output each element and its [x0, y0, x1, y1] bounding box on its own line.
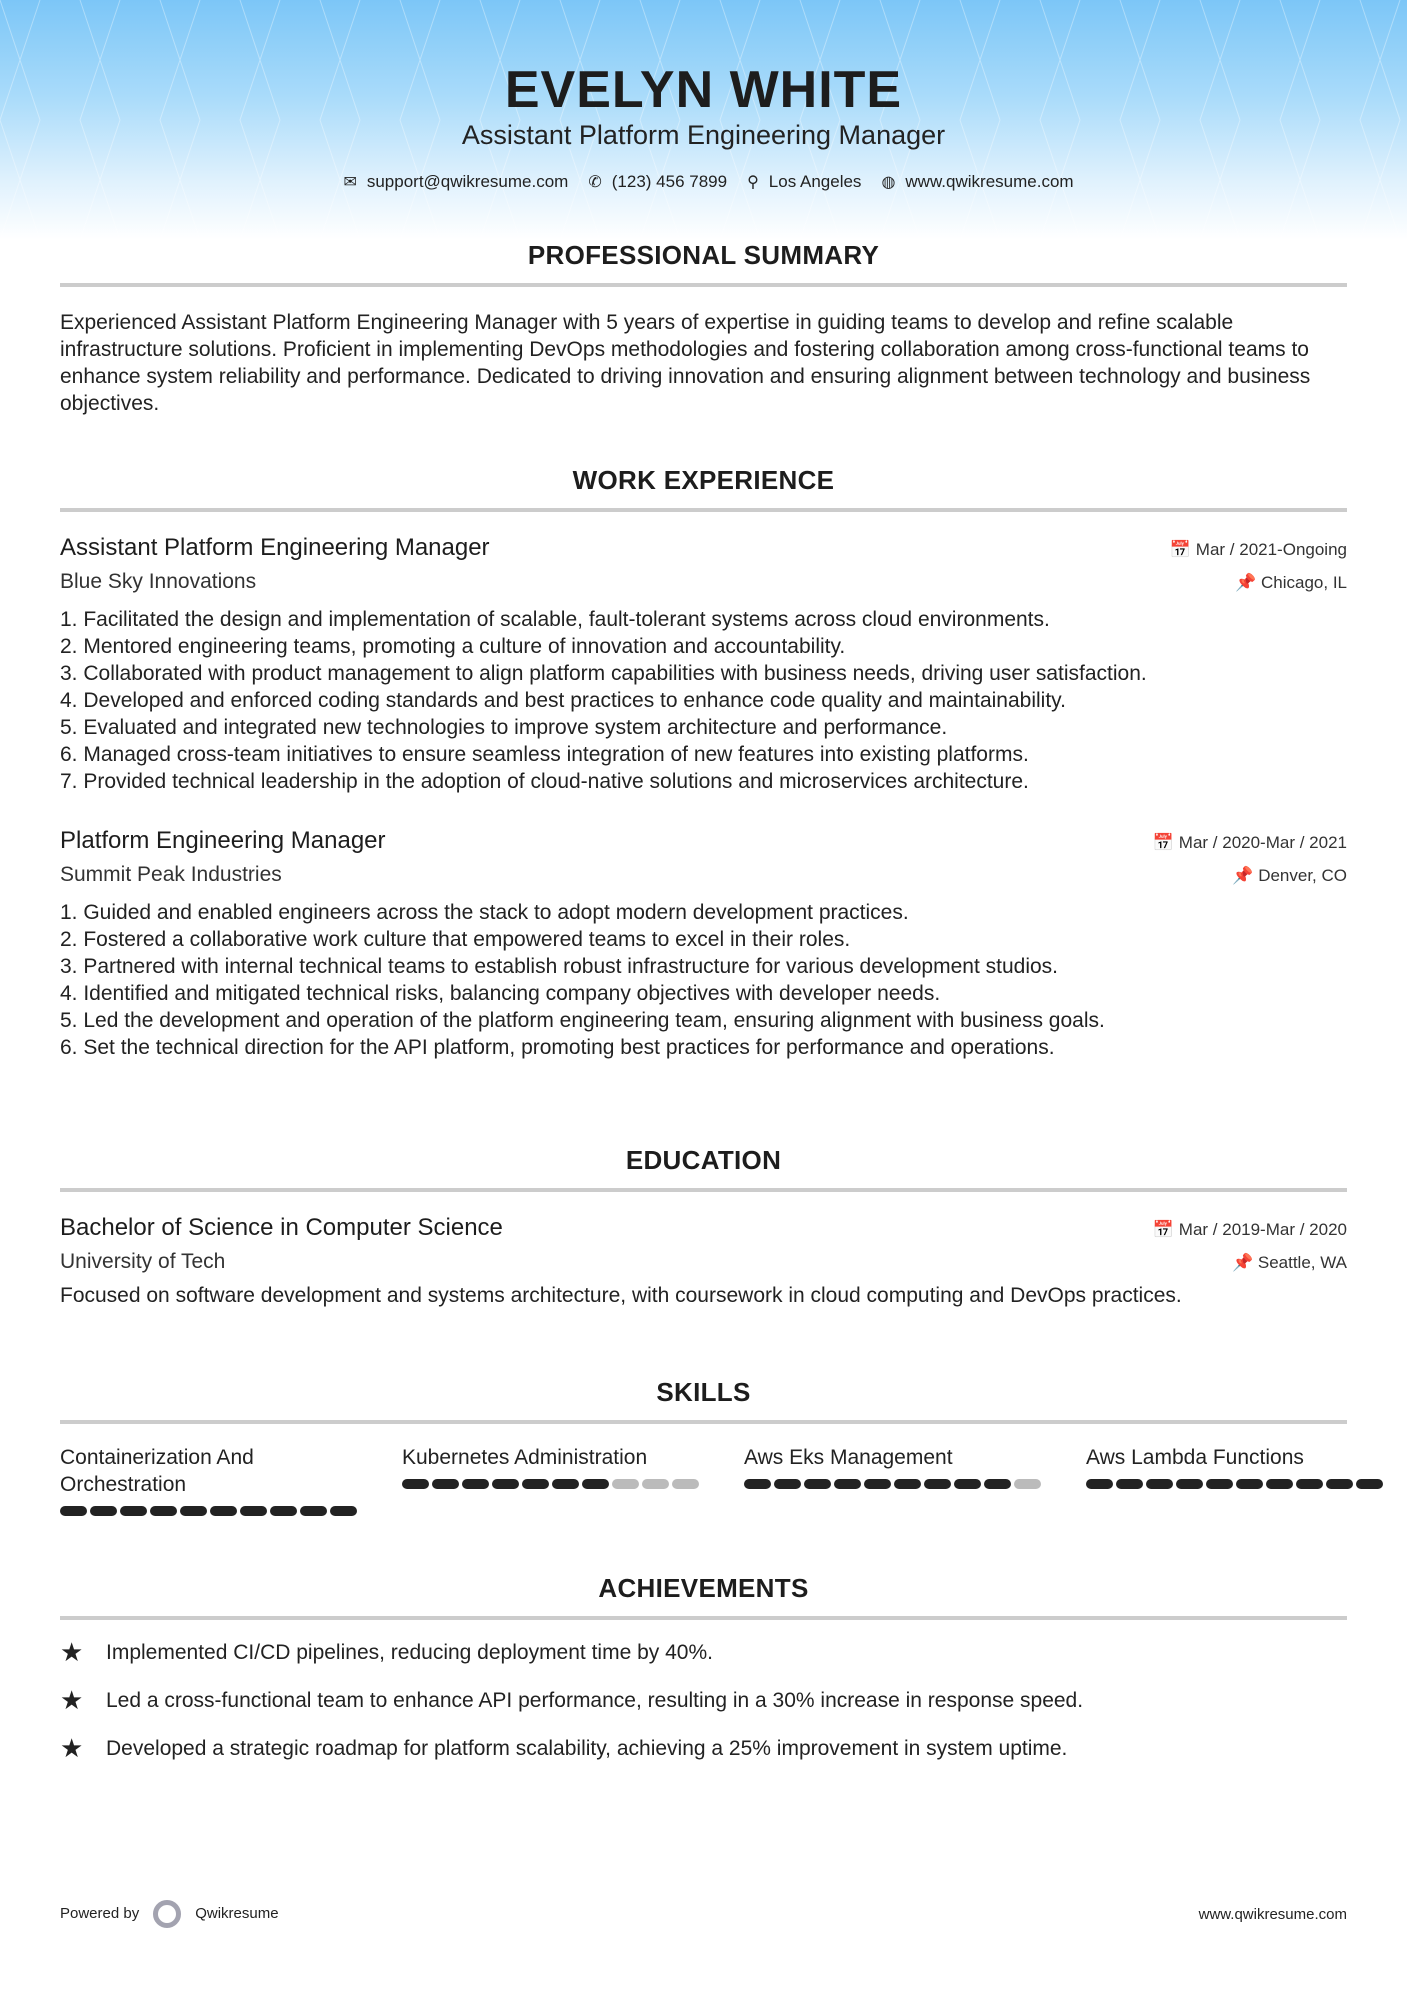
section-heading: PROFESSIONAL SUMMARY — [60, 240, 1347, 287]
summary-section — [60, 240, 1347, 417]
skill-segment — [984, 1479, 1011, 1489]
contact-item[interactable]: Los Angeles — [768, 172, 862, 191]
skill-name: Kubernetes Administration — [402, 1446, 648, 1469]
skill-segment — [60, 1506, 87, 1516]
skill-segment — [90, 1506, 117, 1516]
skill-segment — [552, 1479, 579, 1489]
star-icon: ★ — [60, 1733, 84, 1763]
skills-section — [60, 1377, 1347, 1516]
job-entry — [60, 534, 1347, 795]
achievements-section — [60, 1573, 1347, 1764]
skill-segment — [1176, 1479, 1203, 1489]
bullet-list — [60, 606, 1347, 795]
brand-link[interactable]: Qwikresume — [195, 1904, 279, 1922]
skill-level-bar — [402, 1479, 699, 1489]
job-location: 📌 Chicago, IL — [1235, 573, 1347, 592]
skill-segment — [774, 1479, 801, 1489]
star-icon: ★ — [60, 1637, 84, 1667]
bullet: 3. Partnered with internal technical teams to establish robust infrastructure for various development studios. — [60, 955, 1059, 978]
calendar-icon: 📅 — [1152, 1220, 1179, 1239]
company: Blue Sky Innovations — [60, 570, 257, 593]
skill-segment — [864, 1479, 891, 1489]
bullet: 6. Managed cross-team initiatives to ensure seamless integration of new features into existing platforms. — [60, 743, 1029, 766]
skill-item — [1086, 1444, 1383, 1516]
skill-item — [60, 1444, 357, 1516]
skill-name: Aws Lambda Functions — [1086, 1446, 1304, 1469]
skill-segment — [642, 1479, 669, 1489]
section-heading: ACHIEVEMENTS — [60, 1573, 1347, 1620]
skill-segment — [180, 1506, 207, 1516]
job-title: Assistant Platform Engineering Manager — [60, 534, 490, 561]
job-date: 📅 Mar / 2020-Mar / 2021 — [1152, 833, 1347, 852]
section-heading: SKILLS — [60, 1377, 1347, 1424]
contact-item[interactable]: support@qwikresume.com — [366, 172, 569, 191]
bullet: 2. Mentored engineering teams, promoting a culture of innovation and accountability. — [60, 635, 846, 658]
bullet: 6. Set the technical direction for the API platform, promoting best practices for performance and operations. — [60, 1036, 1055, 1059]
skill-segment — [1146, 1479, 1173, 1489]
skill-segment — [672, 1479, 699, 1489]
skill-segment — [120, 1506, 147, 1516]
powered-by: Powered by — [60, 1904, 140, 1922]
skill-segment — [492, 1479, 519, 1489]
skill-segment — [1326, 1479, 1353, 1489]
qwikresume-logo-icon — [153, 1900, 181, 1928]
footer — [60, 1900, 1347, 1928]
summary-text: Experienced Assistant Platform Engineering Manager with 5 years of expertise in guiding teams to develop and refine scalable infrastructure solutions. Proficient in implementing DevOps methodologies and fostering collaboration among cross-functional teams to enhance system reliability and performance. Dedicated to driving innovation and ensuring alignment between technology and business objectives. — [60, 311, 1311, 415]
education-section — [60, 1145, 1347, 1309]
skill-segment — [804, 1479, 831, 1489]
bullet: 5. Evaluated and integrated new technologies to improve system architecture and performance. — [60, 716, 948, 739]
skill-segment — [432, 1479, 459, 1489]
candidate-name: EVELYN WHITE — [504, 61, 903, 119]
skill-level-bar — [744, 1479, 1041, 1489]
company: Summit Peak Industries — [60, 863, 282, 886]
skill-segment — [300, 1506, 327, 1516]
achievement-item: ★ Led a cross-functional team to enhance API performance, resulting in a 30% increase in response speed. — [60, 1685, 1084, 1715]
skill-segment — [894, 1479, 921, 1489]
bullet: 1. Guided and enabled engineers across the stack to adopt modern development practices. — [60, 901, 909, 924]
contact-item[interactable]: (123) 456 7899 — [611, 172, 728, 191]
edu-description: Focused on software development and systems architecture, with coursework in cloud computing and DevOps practices. — [60, 1284, 1182, 1307]
skill-segment — [1296, 1479, 1323, 1489]
skill-segment — [210, 1506, 237, 1516]
skill-segment — [1086, 1479, 1113, 1489]
phone-icon: ✆ — [588, 174, 602, 191]
experience-section — [60, 465, 1347, 1061]
globe-icon: ◍ — [881, 174, 896, 191]
edu-date: 📅 Mar / 2019-Mar / 2020 — [1152, 1220, 1347, 1239]
skill-segment — [834, 1479, 861, 1489]
section-heading: WORK EXPERIENCE — [60, 465, 1347, 512]
header-banner — [0, 0, 1407, 240]
skill-level-bar — [1086, 1479, 1383, 1489]
job-title: Platform Engineering Manager — [60, 827, 386, 854]
bullet: 3. Collaborated with product management to align platform capabilities with business needs, driving user satisfaction. — [60, 662, 1147, 685]
map-pin-icon: ⚲ — [747, 174, 759, 191]
skill-segment — [330, 1506, 357, 1516]
skill-segment — [462, 1479, 489, 1489]
footer-website: www.qwikresume.com — [1198, 1905, 1347, 1923]
job-location: 📌 Denver, CO — [1232, 866, 1347, 885]
skill-segment — [1266, 1479, 1293, 1489]
skill-segment — [1236, 1479, 1263, 1489]
school: University of Tech — [60, 1250, 226, 1273]
bullet: 5. Led the development and operation of the platform engineering team, ensuring alignment with business goals. — [60, 1009, 1105, 1032]
star-icon: ★ — [60, 1685, 84, 1715]
job-entry — [60, 827, 1347, 1061]
skill-segment — [522, 1479, 549, 1489]
bullet: 4. Developed and enforced coding standards and best practices to enhance code quality and maintainability. — [60, 689, 1066, 712]
skill-segment — [150, 1506, 177, 1516]
section-heading: EDUCATION — [60, 1145, 1347, 1192]
bullet: 2. Fostered a collaborative work culture that empowered teams to excel in their roles. — [60, 928, 851, 951]
bullet: 7. Provided technical leadership in the adoption of cloud-native solutions and microservices architecture. — [60, 770, 1029, 793]
skill-name: Aws Eks Management — [744, 1446, 953, 1469]
pin-icon: 📌 — [1231, 1253, 1258, 1272]
skill-level-bar — [60, 1506, 357, 1516]
skill-segment — [582, 1479, 609, 1489]
skill-segment — [1206, 1479, 1233, 1489]
skill-name: Containerization And Orchestration — [60, 1446, 254, 1496]
contact-item[interactable]: www.qwikresume.com — [905, 172, 1074, 191]
calendar-icon: 📅 — [1152, 833, 1179, 852]
skill-item — [744, 1444, 1041, 1516]
skill-segment — [1356, 1479, 1383, 1489]
achievement-item: ★ Implemented CI/CD pipelines, reducing deployment time by 40%. — [60, 1637, 713, 1667]
skill-item — [402, 1444, 699, 1516]
bullet-list — [60, 899, 1347, 1061]
job-date: 📅 Mar / 2021-Ongoing — [1169, 540, 1347, 559]
skill-segment — [924, 1479, 951, 1489]
degree: Bachelor of Science in Computer Science — [60, 1214, 503, 1241]
skill-segment — [612, 1479, 639, 1489]
edu-location: 📌 Seattle, WA — [1231, 1253, 1347, 1272]
pin-icon: 📌 — [1235, 573, 1261, 592]
candidate-title: Assistant Platform Engineering Manager — [461, 120, 946, 150]
skill-segment — [1014, 1479, 1041, 1489]
calendar-icon: 📅 — [1169, 540, 1196, 559]
skill-segment — [402, 1479, 429, 1489]
achievement-item: ★ Developed a strategic roadmap for platform scalability, achieving a 25% improvement in system uptime. — [60, 1733, 1068, 1763]
bullet: 4. Identified and mitigated technical risks, balancing company objectives with developer needs. — [60, 982, 941, 1005]
contact-bar — [0, 172, 1407, 192]
skill-segment — [744, 1479, 771, 1489]
skill-segment — [1116, 1479, 1143, 1489]
pin-icon: 📌 — [1232, 866, 1259, 885]
envelope-icon: ✉ — [343, 174, 357, 191]
skill-segment — [954, 1479, 981, 1489]
skill-segment — [240, 1506, 267, 1516]
skill-segment — [270, 1506, 297, 1516]
bullet: 1. Facilitated the design and implementation of scalable, fault-tolerant systems across cloud environments. — [60, 608, 1050, 631]
